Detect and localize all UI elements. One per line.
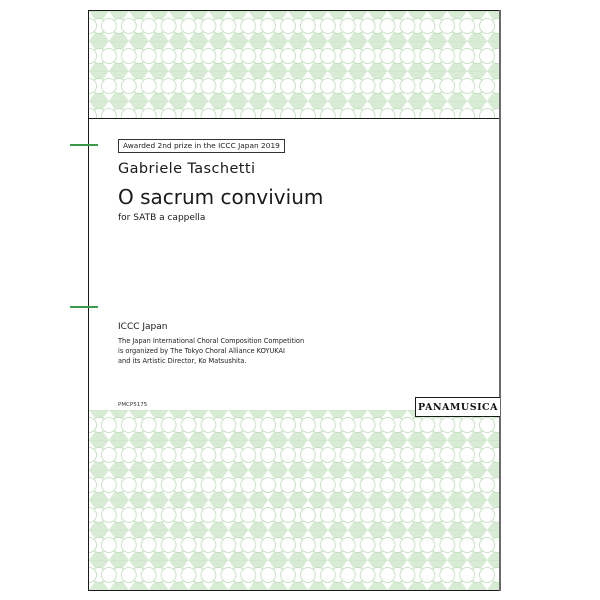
green-accent-rule-bottom [70,306,98,308]
score-cover [88,10,501,591]
award-text: Awarded 2nd prize in the ICCC Japan 2019 [123,141,280,150]
bottom-pattern-svg [89,410,500,591]
top-divider [89,118,500,119]
top-pattern-svg [89,11,500,118]
award-badge [118,139,285,153]
work-scoring: for SATB a cappella [118,213,206,223]
organization-description [118,336,304,366]
description-line: is organized by The Tokyo Choral Alliance KOYUKAI [118,347,285,355]
composer-name: Gabriele Taschetti [118,161,256,177]
description-line: and its Artistic Director, Ko Matsushita. [118,357,247,365]
green-accent-rule-top [70,144,98,146]
catalog-number: PMCP5175 [118,402,148,408]
organization-name: ICCC Japan [118,322,168,332]
work-title: O sacrum convivium [118,185,324,209]
publisher-logo: PANAMUSICA [418,401,498,413]
top-ornament-pattern [89,11,500,118]
bottom-ornament-pattern [89,410,500,591]
publisher-logo-box [415,397,501,417]
description-line: The Japan International Choral Composition Competition [118,337,305,345]
